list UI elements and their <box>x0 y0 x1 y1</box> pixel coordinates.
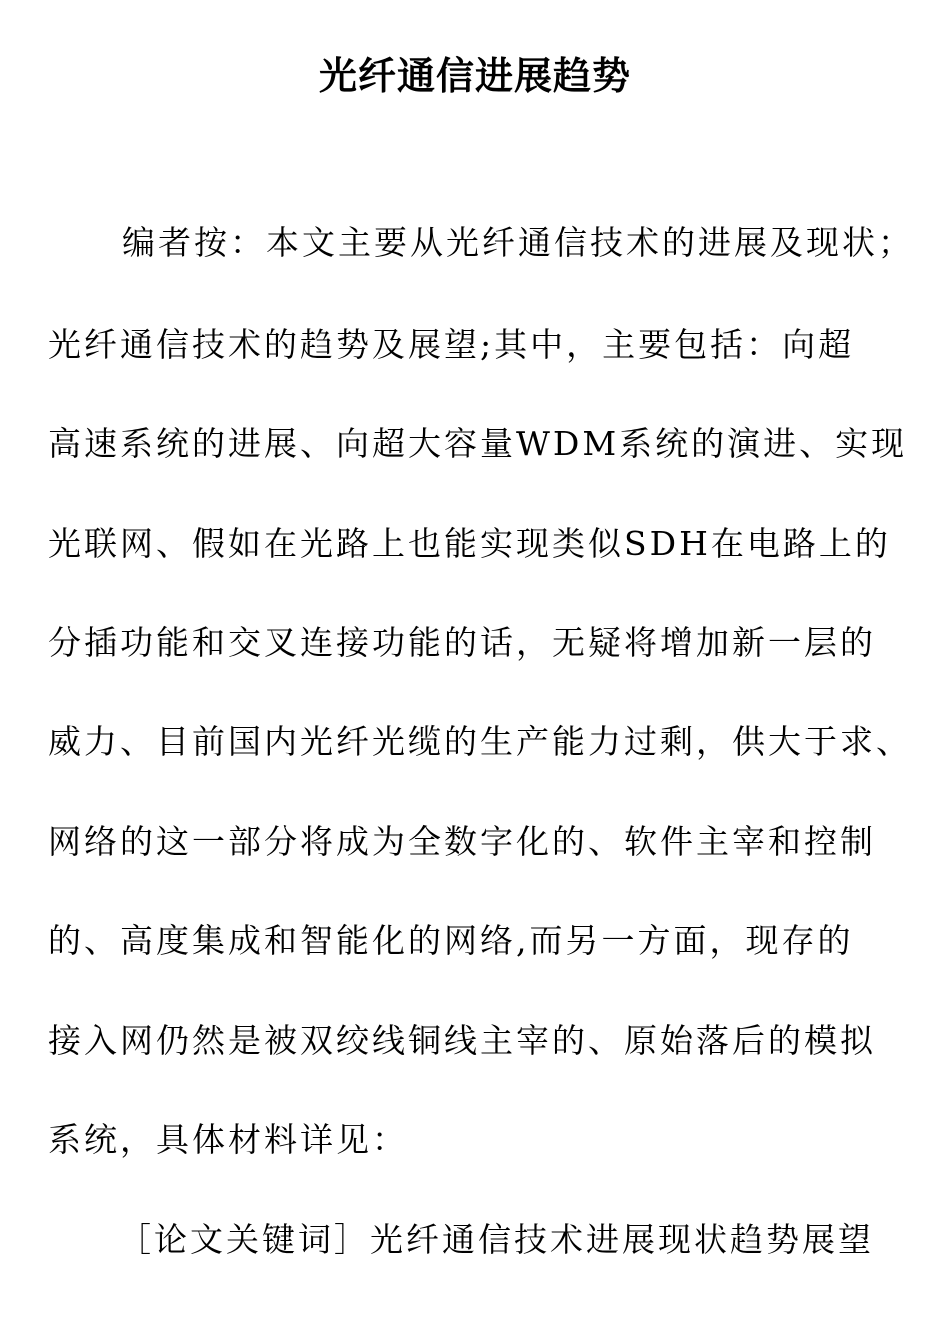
paragraph-line: 编者按：本文主要从光纤通信技术的进展及现状； <box>122 223 914 262</box>
paragraph-line: 分插功能和交叉连接功能的话，无疑将增加新一层的 <box>48 623 876 662</box>
keywords-line: ［论文关键词］光纤通信技术进展现状趋势展望 <box>118 1220 874 1259</box>
paragraph-line: 光纤通信技术的趋势及展望;其中，主要包括：向超 <box>48 325 855 364</box>
document-title: 光纤通信进展趋势 <box>318 54 631 98</box>
paragraph-line: 接入网仍然是被双绞线铜线主宰的、原始落后的模拟 <box>48 1021 876 1060</box>
paragraph-line: 威力、目前国内光纤光缆的生产能力过剩，供大于求、 <box>48 722 912 761</box>
paragraph-line: 系统，具体材料详见： <box>48 1120 408 1159</box>
paragraph-line: 光联网、假如在光路上也能实现类似SDH在电路上的 <box>48 524 891 563</box>
paragraph-line: 网络的这一部分将成为全数字化的、软件主宰和控制 <box>48 822 876 861</box>
paragraph-line: 的、高度集成和智能化的网络,而另一方面，现存的 <box>48 921 854 960</box>
paragraph-line: 高速系统的进展、向超大容量WDM系统的演进、实现 <box>48 424 908 463</box>
